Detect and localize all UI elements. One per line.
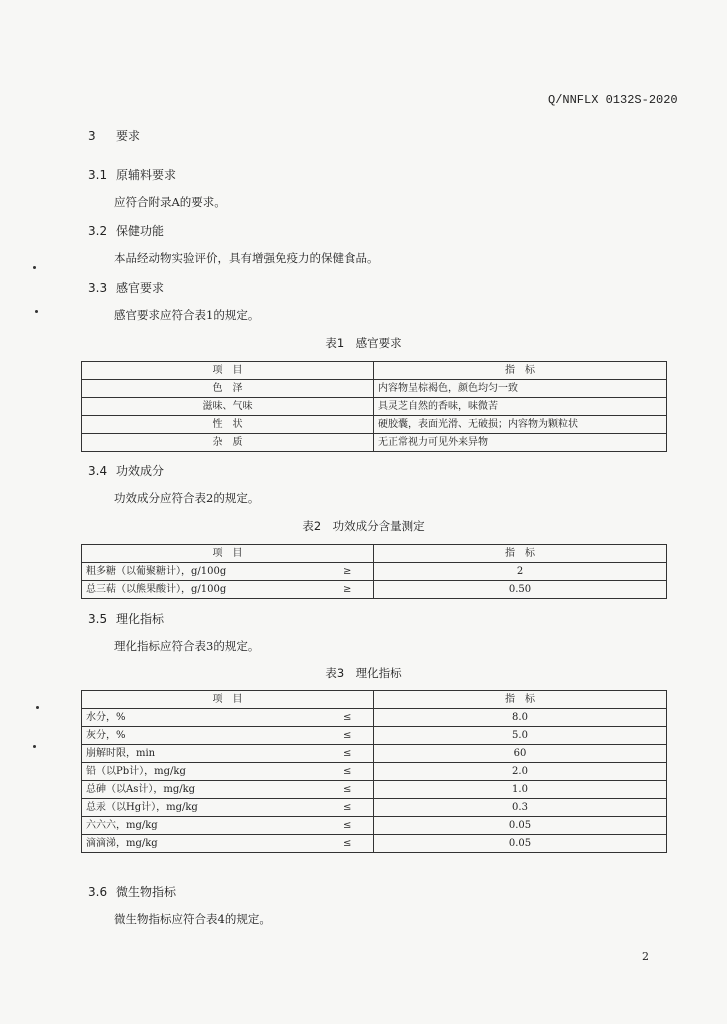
section-3-3-text: 感官要求应符合表1的规定。: [114, 308, 260, 322]
section-3-heading: [88, 127, 140, 144]
value-cell: 具灵芝自然的香味，味微苦: [374, 398, 667, 416]
table-row: [82, 434, 667, 452]
value-cell: 60: [374, 745, 667, 763]
section-3-5-text: 理化指标应符合表3的规定。: [114, 639, 260, 653]
table-row: [82, 380, 667, 398]
table-row: [82, 817, 667, 835]
operator-cell: ≤: [322, 799, 374, 817]
table1-caption: 表1 感官要求: [325, 336, 402, 350]
item-cell: 灰分，%: [82, 727, 322, 745]
scan-speck: [36, 706, 39, 709]
section-number: 3.2: [88, 224, 108, 238]
section-title: 功效成分: [116, 464, 165, 478]
item-cell: 铅（以Pb计），mg/kg: [82, 763, 322, 781]
value-cell: 1.0: [374, 781, 667, 799]
item-cell: 粗多糖（以葡聚糖计），g/100g: [82, 563, 322, 581]
table3-physicochemical: [81, 690, 667, 853]
item-cell: 水分，%: [82, 709, 322, 727]
table-row: [82, 781, 667, 799]
operator-cell: ≤: [322, 817, 374, 835]
item-cell: 性 状: [82, 416, 374, 434]
table-header-row: [82, 545, 667, 563]
table-row: [82, 727, 667, 745]
section-number: 3.6: [88, 885, 108, 899]
header-cell: 指 标: [374, 545, 667, 563]
section-3-2-text: 本品经动物实验评价，具有增强免疫力的保健食品。: [114, 251, 379, 265]
section-3-4-heading: [88, 462, 164, 479]
section-3-1-heading: [88, 166, 176, 183]
item-cell: 总砷（以As计），mg/kg: [82, 781, 322, 799]
table-row: [82, 799, 667, 817]
section-3-2-heading: [88, 222, 164, 239]
table3-caption: 表3 理化指标: [325, 666, 402, 680]
page-number: 2: [642, 950, 649, 963]
table-row: [82, 416, 667, 434]
table-row: [82, 563, 667, 581]
operator-cell: ≥: [322, 581, 374, 599]
table-header-row: [82, 691, 667, 709]
section-number: 3.5: [88, 612, 108, 626]
operator-cell: ≤: [322, 835, 374, 853]
section-3-6-text: 微生物指标应符合表4的规定。: [114, 912, 271, 926]
item-cell: 色 泽: [82, 380, 374, 398]
section-number: 3: [88, 129, 96, 143]
value-cell: 0.05: [374, 835, 667, 853]
item-cell: 总三萜（以熊果酸计），g/100g: [82, 581, 322, 599]
value-cell: 2.0: [374, 763, 667, 781]
table-row: [82, 835, 667, 853]
section-number: 3.1: [88, 168, 108, 182]
operator-cell: ≤: [322, 727, 374, 745]
value-cell: 8.0: [374, 709, 667, 727]
document-code: Q/NNFLX 0132S-2020: [548, 93, 678, 107]
table-row: [82, 581, 667, 599]
item-cell: 崩解时限，min: [82, 745, 322, 763]
operator-cell: ≤: [322, 709, 374, 727]
table-row: [82, 763, 667, 781]
scan-speck: [33, 266, 36, 269]
section-title: 要求: [116, 129, 141, 143]
value-cell: 2: [374, 563, 667, 581]
section-title: 保健功能: [116, 224, 165, 238]
section-number: 3.3: [88, 281, 108, 295]
item-cell: 滴滴涕，mg/kg: [82, 835, 322, 853]
item-cell: 杂 质: [82, 434, 374, 452]
operator-cell: ≤: [322, 763, 374, 781]
value-cell: 5.0: [374, 727, 667, 745]
header-cell: 指 标: [374, 362, 667, 380]
section-title: 原辅料要求: [116, 168, 177, 182]
section-3-1-text: 应符合附录A的要求。: [114, 195, 226, 209]
scan-speck: [35, 310, 38, 313]
value-cell: 无正常视力可见外来异物: [374, 434, 667, 452]
value-cell: 0.3: [374, 799, 667, 817]
item-cell: 滋味、气味: [82, 398, 374, 416]
table-header-row: [82, 362, 667, 380]
header-cell: 指 标: [374, 691, 667, 709]
section-3-4-text: 功效成分应符合表2的规定。: [114, 491, 260, 505]
section-title: 微生物指标: [116, 885, 177, 899]
item-cell: 总汞（以Hg计），mg/kg: [82, 799, 322, 817]
operator-cell: ≤: [322, 781, 374, 799]
item-cell: 六六六，mg/kg: [82, 817, 322, 835]
section-title: 感官要求: [116, 281, 165, 295]
scan-speck: [33, 745, 36, 748]
section-3-3-heading: [88, 279, 164, 296]
operator-cell: ≤: [322, 745, 374, 763]
section-title: 理化指标: [116, 612, 165, 626]
value-cell: 0.05: [374, 817, 667, 835]
value-cell: 硬胶囊，表面光滑、无破损；内容物为颗粒状: [374, 416, 667, 434]
value-cell: 0.50: [374, 581, 667, 599]
operator-cell: ≥: [322, 563, 374, 581]
section-3-5-heading: [88, 610, 164, 627]
header-cell: 项 目: [82, 362, 374, 380]
table1-sensory: [81, 361, 667, 452]
section-3-6-heading: [88, 883, 176, 900]
table2-caption: 表2 功效成分含量测定: [302, 519, 425, 533]
table-row: [82, 398, 667, 416]
table-row: [82, 709, 667, 727]
header-cell: 项 目: [82, 691, 374, 709]
value-cell: 内容物呈棕褐色，颜色均匀一致: [374, 380, 667, 398]
header-cell: 项 目: [82, 545, 374, 563]
table-row: [82, 745, 667, 763]
table2-functional: [81, 544, 667, 599]
section-number: 3.4: [88, 464, 108, 478]
